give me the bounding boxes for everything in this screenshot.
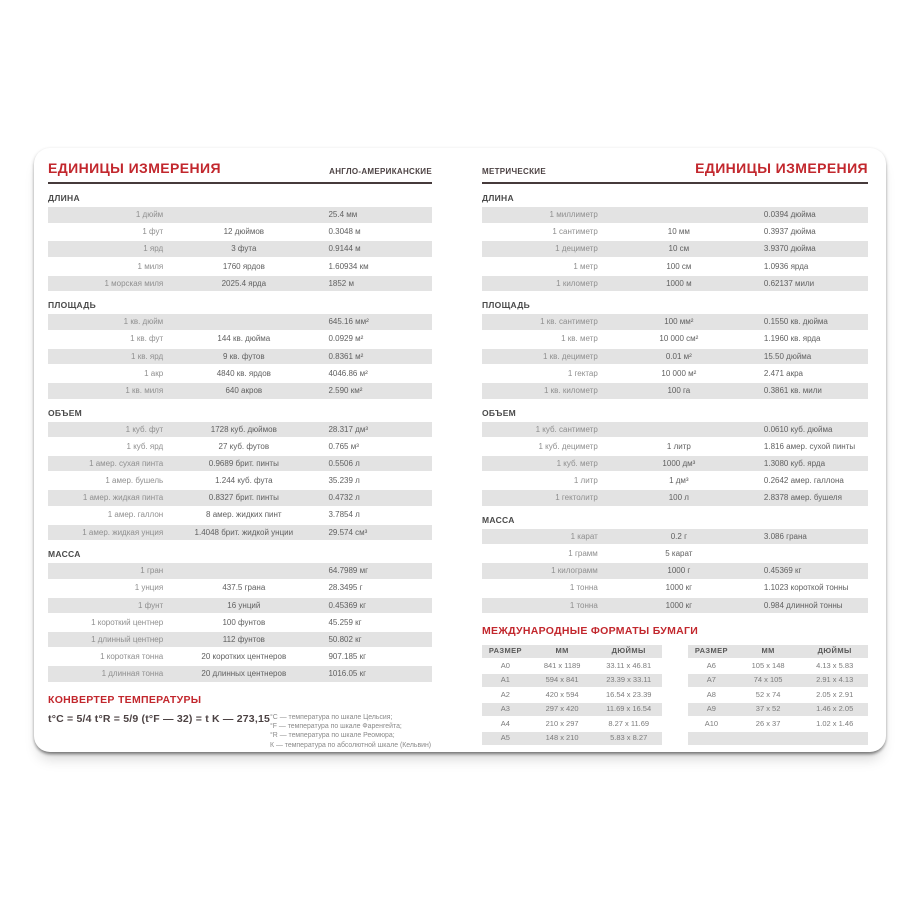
paper-size: A6: [706, 660, 716, 670]
table-row: [48, 563, 432, 579]
table-row: [688, 718, 868, 731]
paper-mm: 841 x 1189: [543, 660, 581, 670]
unit-ratio: 100 мм²: [664, 317, 694, 327]
unit-ratio: 100 см: [666, 261, 692, 271]
unit-ratio: 10 000 см²: [659, 334, 699, 344]
unit-name: 1 миля: [137, 261, 164, 271]
unit-value: 1.1023 короткой тонны: [763, 583, 849, 593]
table-row: [482, 598, 868, 614]
header-rule: [482, 182, 868, 184]
unit-ratio: 9 кв. футов: [223, 351, 265, 361]
unit-value: 0.8361 м²: [328, 351, 364, 361]
paper-size: A4: [500, 718, 510, 728]
table-row: [48, 666, 432, 682]
unit-name: 1 гран: [140, 566, 164, 576]
unit-ratio: 1760 ярдов: [222, 261, 265, 271]
unit-ratio: 10 см: [668, 244, 690, 254]
unit-name: 1 литр: [573, 476, 598, 486]
temperature-note-line: К — температура по абсолютной шкале (Кельвин): [270, 741, 432, 749]
section-length: [482, 193, 868, 291]
table-row: [482, 689, 662, 702]
unit-ratio: [163, 207, 324, 223]
table-row: [48, 473, 432, 489]
table-row: [482, 718, 662, 731]
unit-name: 1 дециметр: [555, 244, 598, 254]
unit-ratio: 640 акров: [225, 386, 263, 395]
paper-mm: 74 x 105: [753, 675, 783, 684]
temperature-formula: t°C = 5/4 t°R = 5/9 (t°F — 32) = t K — 273,15: [48, 712, 271, 725]
section-area: [482, 300, 868, 398]
table-row: [482, 546, 868, 562]
table-row: [482, 241, 868, 257]
temperature-converter-body: [48, 713, 432, 750]
unit-value: 1.816 амер. сухой пинты: [763, 441, 856, 451]
unit-name: 1 кв. дюйм: [123, 317, 164, 327]
table-row: [48, 456, 432, 472]
unit-name: 1 акр: [144, 368, 164, 378]
unit-name: 1 килограмм: [551, 566, 598, 576]
paper-inches: 5.83 x 8.27: [610, 733, 648, 742]
unit-ratio: 4840 кв. ярдов: [216, 368, 271, 378]
unit-value: 0.3861 кв. мили: [763, 386, 822, 395]
table-row: [482, 383, 868, 399]
table-row: [48, 366, 432, 382]
table-row: [48, 314, 432, 330]
left-page: [48, 160, 432, 750]
table-row: [688, 703, 868, 716]
unit-table: [48, 563, 432, 682]
table-row: [482, 490, 868, 506]
paper-size: A5: [500, 733, 510, 742]
unit-ratio: 1000 г: [667, 566, 691, 576]
unit-value: 0.0929 м²: [328, 334, 364, 344]
paper-size: A2: [500, 689, 510, 699]
section-volume: [482, 408, 868, 506]
unit-value: 3.7854 л: [328, 510, 360, 520]
unit-value: 0.45369 кг: [763, 566, 802, 576]
table-row: [482, 331, 868, 347]
paper-formats: [482, 625, 868, 747]
section-title: ДЛИНА: [482, 193, 514, 203]
unit-name: 1 фут: [142, 227, 164, 237]
table-row: [48, 422, 432, 438]
header-rule: [48, 182, 432, 184]
table-row: [482, 674, 662, 687]
unit-table: [482, 207, 868, 291]
unit-value: 45.259 кг: [328, 617, 362, 627]
unit-name: 1 куб. сантиметр: [535, 424, 598, 434]
section-title: ОБЪЕМ: [482, 407, 517, 418]
table-row: [48, 349, 432, 365]
temperature-note-line: °R — температура по шкале Реомюра;: [270, 732, 395, 740]
table-row: [688, 660, 868, 673]
unit-value: 3.086 грана: [763, 531, 807, 541]
right-page-header: [482, 160, 868, 176]
left-page-header: [48, 160, 432, 176]
paper-inches: 4.13 x 5.83: [816, 660, 854, 670]
section-area: [48, 300, 432, 398]
unit-table: [48, 422, 432, 541]
table-row: [48, 276, 432, 292]
unit-value: 35.239 л: [328, 476, 360, 486]
unit-value: 0.765 м³: [328, 441, 359, 451]
table-row: [48, 507, 432, 523]
unit-name: 1 кв. километр: [543, 386, 598, 395]
unit-value: 3.9370 дюйма: [763, 244, 816, 254]
page-edition-label: МЕТРИЧЕСКИЕ: [482, 167, 546, 176]
paper-inches: 1.46 x 2.05: [816, 704, 854, 713]
unit-value: 15.50 дюйма: [763, 351, 812, 361]
unit-ratio: 12 дюймов: [223, 227, 265, 237]
table-row: [48, 241, 432, 257]
unit-name: 1 амер. сухая пинта: [89, 458, 164, 468]
table-row: [48, 490, 432, 506]
page-title: ЕДИНИЦЫ ИЗМЕРЕНИЯ: [695, 160, 868, 176]
unit-name: 1 куб. ярд: [126, 441, 164, 451]
table-row: [482, 276, 868, 292]
unit-value: 1016.05 кг: [328, 669, 367, 679]
unit-name: 1 амер. галлон: [107, 510, 164, 520]
unit-ratio: 0.01 м²: [665, 351, 692, 361]
unit-ratio: 1.4048 брит. жидкой унции: [194, 527, 294, 537]
unit-name: 1 морская миля: [104, 278, 164, 288]
unit-name: 1 длинный центнер: [91, 634, 164, 644]
paper-table-header-row: [688, 645, 868, 658]
paper-size: A3: [500, 704, 510, 713]
unit-name: 1 унция: [134, 583, 164, 593]
paper-formats-tables: [482, 645, 868, 747]
unit-ratio: 1 дм³: [669, 476, 689, 486]
paper-size: [688, 732, 735, 745]
section-mass: [482, 515, 868, 613]
paper-mm: 26 x 37: [755, 718, 781, 728]
unit-ratio: 112 фунтов: [222, 634, 265, 644]
column-header-size: РАЗМЕР: [488, 646, 522, 655]
unit-ratio: 1728 куб. дюймов: [210, 424, 277, 434]
unit-ratio: 10 мм: [667, 227, 690, 237]
unit-value: 0.984 длинной тонны: [763, 600, 843, 610]
unit-name: 1 грамм: [568, 548, 598, 558]
paper-inches: 8.27 x 11.69: [608, 718, 650, 728]
table-row: [482, 366, 868, 382]
paper-inches: 2.05 x 2.91: [816, 689, 854, 699]
unit-ratio: 0.9689 брит. пинты: [208, 458, 279, 468]
unit-ratio: 1000 м: [666, 278, 692, 288]
paper-inches: 16.54 x 23.39: [605, 689, 652, 699]
page-title: ЕДИНИЦЫ ИЗМЕРЕНИЯ: [48, 160, 221, 176]
unit-value: 4046.86 м²: [328, 368, 368, 378]
unit-name: 1 кв. миля: [125, 386, 164, 395]
table-row: [482, 224, 868, 240]
paper-formats-title: МЕЖДУНАРОДНЫЕ ФОРМАТЫ БУМАГИ: [482, 625, 699, 637]
table-row: [688, 689, 868, 702]
unit-ratio: 1000 кг: [665, 600, 693, 610]
section-title: МАССА: [482, 514, 515, 525]
unit-name: 1 гектар: [567, 368, 598, 378]
temperature-note-line: °F — температура по шкале Фаренгейта;: [270, 723, 402, 731]
unit-name: 1 тонна: [569, 600, 598, 610]
unit-ratio: 0.2 г: [670, 531, 687, 541]
unit-name: 1 метр: [573, 261, 598, 271]
unit-ratio: 144 кв. дюйма: [217, 334, 271, 344]
unit-value: 2.8378 амер. бушеля: [763, 493, 842, 503]
unit-table: [482, 529, 868, 613]
table-row: [48, 632, 432, 648]
unit-value: 0.45369 кг: [328, 600, 367, 610]
unit-value: 1.0936 ярда: [763, 261, 809, 271]
unit-ratio: 5 карат: [665, 548, 693, 558]
unit-value: 0.62137 мили: [763, 278, 815, 288]
unit-name: 1 фунт: [137, 600, 164, 610]
unit-ratio: 0.8327 брит. пинты: [208, 493, 279, 503]
unit-value: 0.9144 м: [328, 244, 361, 254]
unit-name: 1 тонна: [569, 583, 598, 593]
paper-mm: 105 x 148: [751, 660, 785, 670]
unit-name: 1 длинная тонна: [101, 669, 164, 679]
unit-ratio: [163, 563, 324, 579]
table-row: [48, 224, 432, 240]
paper-inches: 11.69 x 16.54: [606, 704, 652, 713]
paper-table-header-row: [482, 645, 662, 658]
paper-mm: 52 x 74: [755, 689, 781, 699]
unit-value: 25.4 мм: [328, 210, 358, 219]
unit-name: 1 кв. ярд: [131, 351, 164, 361]
table-row: [482, 422, 868, 438]
unit-ratio: 2025.4 ярда: [221, 278, 267, 288]
table-row: [482, 349, 868, 365]
table-row: [482, 314, 868, 330]
unit-ratio: [598, 207, 760, 223]
paper-inches: 33.11 x 46.81: [606, 660, 652, 670]
table-row: [482, 259, 868, 275]
table-row: [688, 732, 868, 745]
table-row: [48, 525, 432, 541]
unit-name: 1 куб. дециметр: [538, 441, 598, 451]
unit-ratio: 1.244 куб. фута: [215, 476, 273, 486]
paper-mm: 210 x 297: [545, 718, 579, 728]
paper-table-a0-a5: [482, 645, 662, 747]
unit-value: 907.185 кг: [328, 652, 367, 662]
paper-inches: 23.39 x 33.11: [606, 675, 652, 684]
paper-size: A7: [706, 675, 716, 684]
unit-value: 28.317 дм³: [328, 424, 368, 434]
page-edition-label: АНГЛО-АМЕРИКАНСКИЕ: [329, 167, 432, 176]
unit-ratio: 1000 кг: [665, 583, 693, 593]
paper-size: A1: [500, 675, 510, 684]
unit-name: 1 амер. бушель: [105, 476, 164, 486]
unit-ratio: 8 амер. жидких пинт: [206, 510, 282, 520]
unit-ratio: 20 длинных центнеров: [201, 669, 287, 679]
section-title: ОБЪЕМ: [48, 407, 83, 418]
unit-name: 1 амер. жидкая пинта: [82, 493, 164, 503]
unit-name: 1 сантиметр: [552, 227, 598, 237]
unit-table: [48, 207, 432, 291]
unit-value: 1852 м: [328, 278, 354, 288]
unit-ratio: 1000 дм³: [662, 458, 696, 468]
table-row: [482, 703, 662, 716]
temperature-note-line: °C — температура по шкале Цельсия;: [270, 713, 393, 721]
unit-value: 0.4732 л: [328, 493, 360, 503]
unit-name: 1 кв. фут: [130, 334, 164, 344]
unit-ratio: 16 унций: [227, 600, 261, 610]
paper-size: A0: [500, 660, 510, 670]
unit-table: [482, 314, 868, 398]
table-row: [48, 615, 432, 631]
unit-name: 1 ярд: [143, 244, 164, 254]
unit-ratio: 100 га: [667, 386, 691, 395]
unit-value: 0.3937 дюйма: [763, 227, 816, 237]
table-row: [482, 732, 662, 745]
column-header-mm: ММ: [555, 646, 569, 655]
unit-name: 1 кв. сантиметр: [540, 317, 598, 327]
unit-name: 1 дюйм: [135, 210, 164, 219]
table-row: [482, 439, 868, 455]
unit-ratio: 1 литр: [666, 441, 691, 451]
unit-name: 1 куб. метр: [556, 458, 598, 468]
table-row: [482, 529, 868, 545]
unit-value: 64.7989 мг: [328, 566, 369, 576]
paper-inches: 2.91 x 4.13: [816, 675, 854, 684]
table-row: [48, 580, 432, 596]
table-row: [48, 649, 432, 665]
unit-ratio: [598, 422, 760, 438]
paper-size: A8: [706, 689, 716, 699]
unit-ratio: 20 коротких центнеров: [201, 652, 287, 662]
unit-name: 1 гектолитр: [555, 493, 598, 503]
table-row: [48, 259, 432, 275]
unit-value: 0.3048 м: [328, 227, 361, 237]
unit-name: 1 кв. дециметр: [542, 351, 598, 361]
section-title: ПЛОЩАДЬ: [482, 300, 531, 311]
table-row: [48, 598, 432, 614]
paper-mm: 148 x 210: [545, 733, 579, 742]
table-row: [482, 563, 868, 579]
unit-value: 0.0394 дюйма: [763, 210, 816, 219]
unit-value: 0.1550 кв. дюйма: [763, 317, 828, 327]
unit-value: 50.802 кг: [328, 634, 362, 644]
section-title: МАССА: [48, 549, 81, 560]
unit-ratio: 27 куб. футов: [218, 441, 270, 451]
unit-value: 1.3080 куб. ярда: [763, 458, 826, 468]
column-header-mm: ММ: [761, 646, 775, 655]
unit-ratio: 3 фута: [231, 244, 257, 254]
unit-name: 1 амер. жидкая унция: [82, 527, 164, 537]
paper-inches: 1.02 x 1.46: [816, 718, 854, 728]
unit-value: 645.16 мм²: [328, 317, 369, 327]
unit-value: 0.2642 амер. галлона: [763, 476, 844, 486]
unit-value: 2.590 км²: [328, 386, 363, 395]
unit-ratio: [163, 314, 324, 330]
unit-name: 1 короткая тонна: [100, 652, 164, 662]
section-title: ДЛИНА: [48, 193, 80, 203]
paper-mm: 420 x 594: [545, 689, 579, 699]
paper-table-body: [482, 660, 662, 745]
table-row: [48, 383, 432, 399]
unit-name: 1 короткий центнер: [91, 617, 164, 627]
paper-size: A9: [706, 704, 716, 713]
unit-value: 1.60934 км: [328, 261, 369, 271]
table-row: [48, 439, 432, 455]
table-row: [48, 207, 432, 223]
table-row: [482, 580, 868, 596]
right-page: [482, 160, 868, 747]
unit-ratio: 10 000 м²: [661, 368, 697, 378]
unit-name: 1 кв. метр: [561, 334, 598, 344]
unit-value: [760, 546, 868, 562]
unit-name: 1 миллиметр: [549, 210, 598, 219]
unit-ratio: 100 л: [668, 493, 689, 503]
temperature-converter-title: КОНВЕРТЕР ТЕМПЕРАТУРЫ: [48, 693, 202, 706]
unit-value: 28.3495 г: [328, 583, 363, 593]
table-row: [482, 456, 868, 472]
table-row: [482, 473, 868, 489]
paper-table-a6-a10: [688, 645, 868, 747]
column-header-inches: ДЮЙМЫ: [611, 646, 646, 655]
unit-name: 1 карат: [570, 531, 598, 541]
unit-name: 1 куб. фут: [125, 424, 164, 434]
unit-value: 2.471 акра: [763, 368, 803, 378]
paper-size: A10: [704, 718, 719, 728]
unit-table: [48, 314, 432, 398]
section-volume: [48, 408, 432, 541]
unit-ratio: 100 фунтов: [222, 617, 266, 627]
paper-mm: 594 x 841: [545, 675, 579, 684]
unit-value: 1.1960 кв. ярда: [763, 334, 821, 344]
temperature-notes: [270, 713, 432, 750]
paper-table-body: [688, 660, 868, 745]
table-row: [482, 660, 662, 673]
unit-value: 0.5506 л: [328, 458, 360, 468]
unit-table: [482, 422, 868, 506]
paper-inches: [801, 732, 868, 745]
paper-mm: 297 x 420: [545, 704, 579, 713]
planner-spread: [34, 148, 886, 752]
table-row: [482, 207, 868, 223]
column-header-inches: ДЮЙМЫ: [817, 646, 852, 655]
temperature-converter: [48, 694, 432, 750]
paper-mm: [735, 732, 802, 745]
paper-mm: 37 x 52: [755, 704, 781, 713]
section-title: ПЛОЩАДЬ: [48, 300, 97, 311]
table-row: [688, 674, 868, 687]
unit-ratio: 437.5 грана: [222, 583, 266, 593]
column-header-size: РАЗМЕР: [694, 646, 728, 655]
unit-name: 1 километр: [556, 278, 598, 288]
table-row: [48, 331, 432, 347]
section-mass: [48, 549, 432, 682]
section-length: [48, 193, 432, 291]
unit-value: 29.574 см³: [328, 527, 368, 537]
unit-value: 0.0610 куб. дюйма: [763, 424, 833, 434]
